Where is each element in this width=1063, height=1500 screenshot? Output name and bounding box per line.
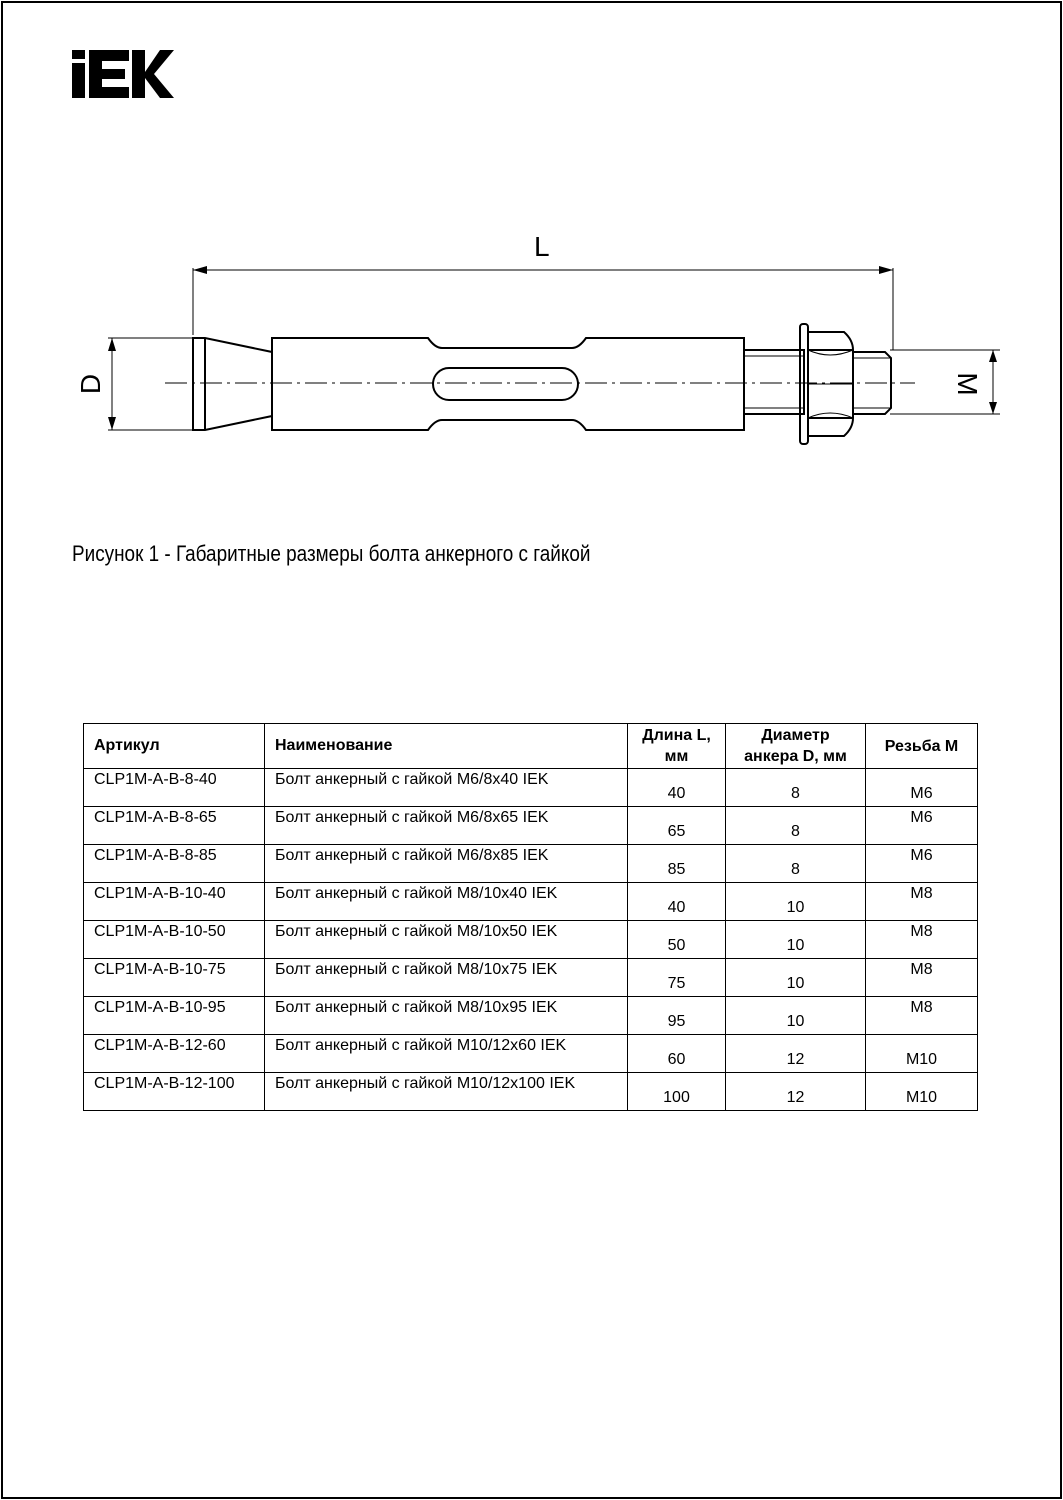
cell-article: CLP1M-A-B-8-65	[84, 807, 265, 845]
header-name: Наименование	[265, 724, 628, 769]
cell-name: Болт анкерный с гайкой М8/10х50 IEK	[265, 921, 628, 959]
header-length-line2: мм	[664, 748, 689, 765]
cell-diameter: 12	[726, 1035, 866, 1073]
table-row	[84, 807, 978, 845]
cell-name: Болт анкерный с гайкой М6/8х65 IEK	[265, 807, 628, 845]
iek-logo	[72, 50, 174, 98]
cell-article: CLP1M-A-B-10-75	[84, 959, 265, 997]
dim-diameter-label: D	[75, 373, 106, 395]
cell-length: 65	[628, 807, 726, 845]
header-diameter-line2: анкера D, мм	[744, 748, 847, 765]
cell-name: Болт анкерный с гайкой М8/10х75 IEK	[265, 959, 628, 997]
cell-diameter: 10	[726, 921, 866, 959]
cell-diameter: 8	[726, 807, 866, 845]
table-row	[84, 921, 978, 959]
cell-diameter: 10	[726, 883, 866, 921]
cell-length: 40	[628, 883, 726, 921]
cell-thread: М8	[866, 921, 978, 959]
table-row	[84, 883, 978, 921]
cell-article: CLP1M-A-B-12-100	[84, 1073, 265, 1111]
cell-length: 75	[628, 959, 726, 997]
cell-name: Болт анкерный с гайкой М10/12х60 IEK	[265, 1035, 628, 1073]
cell-diameter: 8	[726, 845, 866, 883]
cell-thread: М6	[866, 845, 978, 883]
cell-diameter: 10	[726, 959, 866, 997]
cell-diameter: 12	[726, 1073, 866, 1111]
cell-thread: М6	[866, 807, 978, 845]
cell-name: Болт анкерный с гайкой М6/8х40 IEK	[265, 769, 628, 807]
cell-article: CLP1M-A-B-10-95	[84, 997, 265, 1035]
dim-thread-label: M	[952, 372, 983, 396]
cell-thread: М8	[866, 959, 978, 997]
cell-thread: М10	[866, 1035, 978, 1073]
cell-thread: М6	[866, 769, 978, 807]
cell-length: 95	[628, 997, 726, 1035]
cell-name: Болт анкерный с гайкой М8/10х40 IEK	[265, 883, 628, 921]
cell-length: 40	[628, 769, 726, 807]
cell-article: CLP1M-A-B-10-40	[84, 883, 265, 921]
product-spec-table	[83, 723, 978, 1111]
cell-length: 50	[628, 921, 726, 959]
header-thread: Резьба М	[866, 724, 978, 769]
cell-thread: М8	[866, 997, 978, 1035]
cell-article: CLP1M-A-B-10-50	[84, 921, 265, 959]
figure-caption: Рисунок 1 - Габаритные размеры болта анкерного с гайкой	[72, 541, 591, 566]
header-article: Артикул	[84, 724, 265, 769]
cell-name: Болт анкерный с гайкой М8/10х95 IEK	[265, 997, 628, 1035]
table-row	[84, 1073, 978, 1111]
cell-article: CLP1M-A-B-8-85	[84, 845, 265, 883]
header-diameter-line1: Диаметр	[761, 727, 830, 744]
header-diameter	[726, 724, 866, 769]
table-row	[84, 769, 978, 807]
table-row	[84, 845, 978, 883]
header-length-line1: Длина L,	[642, 727, 711, 744]
table-row	[84, 959, 978, 997]
table-row	[84, 1035, 978, 1073]
header-length	[628, 724, 726, 769]
anchor-bolt-drawing	[0, 220, 1063, 480]
cell-thread: М10	[866, 1073, 978, 1111]
table-header-row	[84, 724, 978, 769]
cell-article: CLP1M-A-B-8-40	[84, 769, 265, 807]
table-row	[84, 997, 978, 1035]
cell-length: 60	[628, 1035, 726, 1073]
cell-length: 85	[628, 845, 726, 883]
cell-article: CLP1M-A-B-12-60	[84, 1035, 265, 1073]
cell-diameter: 8	[726, 769, 866, 807]
cell-diameter: 10	[726, 997, 866, 1035]
cell-length: 100	[628, 1073, 726, 1111]
cell-name: Болт анкерный с гайкой М6/8х85 IEK	[265, 845, 628, 883]
cell-thread: М8	[866, 883, 978, 921]
cell-name: Болт анкерный с гайкой М10/12х100 IEK	[265, 1073, 628, 1111]
dim-length-label: L	[534, 231, 550, 262]
